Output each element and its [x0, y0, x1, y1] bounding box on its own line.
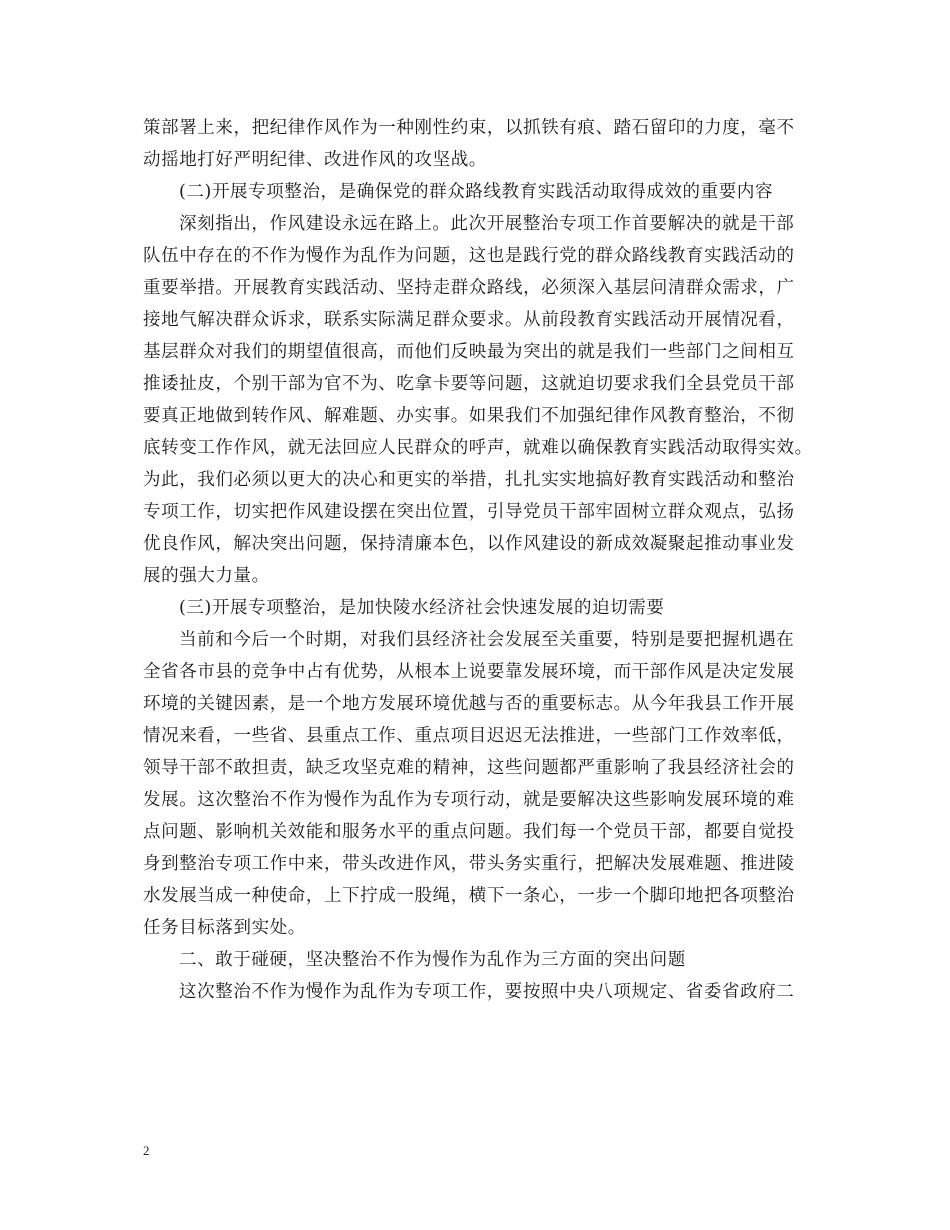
text-line: 基层群众对我们的期望值很高，而他们反映最为突出的就是我们一些部门之间相互 [143, 342, 795, 362]
document-body [143, 112, 833, 1008]
text-line: 动摇地打好严明纪律、改进作风的攻坚战。 [143, 150, 487, 170]
text-line: 任务目标落到实处。 [143, 918, 306, 938]
text-line: 推诿扯皮，个别干部为官不为、吃拿卡要等问题，这就迫切要求我们全县党员干部 [143, 374, 795, 394]
text-line: 要真正地做到转作风、解难题、办实事。如果我们不加强纪律作风教育整治，不彻 [143, 406, 795, 426]
text-line: 水发展当成一种使命，上下拧成一股绳，横下一条心，一步一个脚印地把各项整治 [143, 886, 795, 906]
text-line: 展的强大力量。 [143, 566, 270, 586]
text-line: 领导干部不敢担责，缺乏攻坚克难的精神，这些问题都严重影响了我县经济社会的 [143, 758, 795, 778]
section-heading: (三)开展专项整治，是加快陵水经济社会快速发展的迫切需要 [179, 598, 665, 618]
text-line: 点问题、影响机关效能和服务水平的重点问题。我们每一个党员干部，都要自觉投 [143, 822, 795, 842]
section-heading: (二)开展专项整治，是确保党的群众路线教育实践活动取得成效的重要内容 [179, 182, 774, 202]
text-line: 队伍中存在的不作为慢作为乱作为问题，这也是践行党的群众路线教育实践活动的 [143, 246, 795, 266]
text-line: 重要举措。开展教育实践活动、坚持走群众路线，必须深入基层问清群众需求，广 [143, 278, 795, 298]
text-line: 专项工作，切实把作风建设摆在突出位置，引导党员干部牢固树立群众观点，弘扬 [143, 502, 795, 522]
text-line: 策部署上来，把纪律作风作为一种刚性约束，以抓铁有痕、踏石留印的力度，毫不 [143, 118, 795, 138]
text-line: 情况来看，一些省、县重点工作、重点项目迟迟无法推进，一些部门工作效率低， [143, 726, 795, 746]
text-line: 全省各市县的竞争中占有优势，从根本上说要靠发展环境，而干部作风是决定发展 [143, 662, 795, 682]
paragraph-first-line: 深刻指出，作风建设永远在路上。此次开展整治专项工作首要解决的就是干部 [179, 214, 795, 234]
text-line: 为此，我们必须以更大的决心和更实的举措，扎扎实实地搞好教育实践活动和整治 [143, 470, 795, 490]
text-line: 接地气解决群众诉求，联系实际满足群众要求。从前段教育实践活动开展情况看， [143, 310, 795, 330]
text-line: 身到整治专项工作中来，带头改进作风，带头务实重行，把解决发展难题、推进陵 [143, 854, 795, 874]
section-heading: 二、敢于碰硬，坚决整治不作为慢作为乱作为三方面的突出问题 [179, 950, 686, 970]
paragraph-first-line: 当前和今后一个时期，对我们县经济社会发展至关重要，特别是要把握机遇在 [179, 630, 795, 650]
text-line: 环境的关键因素，是一个地方发展环境优越与否的重要标志。从今年我县工作开展 [143, 694, 795, 714]
paragraph-first-line: 这次整治不作为慢作为乱作为专项工作，要按照中央八项规定、省委省政府二 [179, 982, 795, 1002]
page-number: 2 [143, 1143, 150, 1158]
text-line: 发展。这次整治不作为慢作为乱作为专项行动，就是要解决这些影响发展环境的难 [143, 790, 795, 810]
text-line: 底转变工作作风，就无法回应人民群众的呼声，就难以确保教育实践活动取得实效。 [143, 438, 813, 458]
text-line: 优良作风，解决突出问题，保持清廉本色，以作风建设的新成效凝聚起推动事业发 [143, 534, 795, 554]
